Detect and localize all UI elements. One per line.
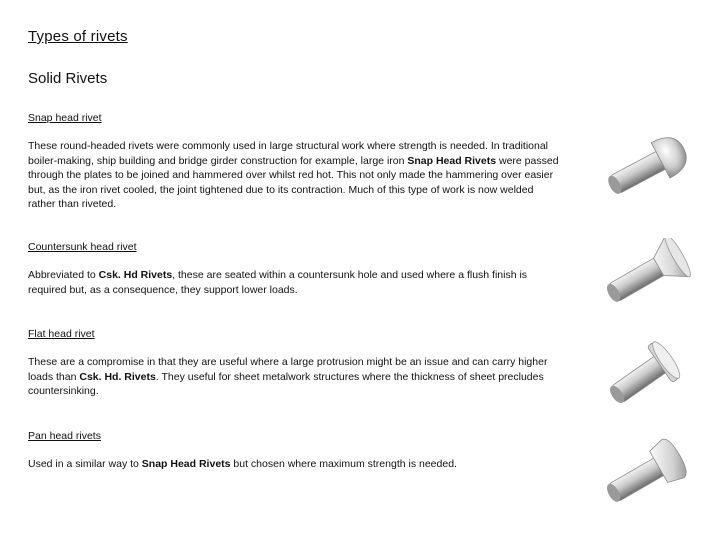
section-title: Solid Rivets — [28, 70, 108, 87]
snap-head-heading: Snap head rivet — [28, 112, 102, 124]
text-fragment: . They useful for sheet metalwork structures where the thickness of sheet precludes countersinking. — [28, 370, 544, 397]
flat-head-heading: Flat head rivet — [28, 328, 95, 340]
text-fragment: These are a compromise in that they are useful where a large protrusion might be an issue and can carry higher loads than — [28, 356, 548, 383]
flat-head-description — [28, 355, 563, 399]
pan-head-description — [28, 457, 563, 472]
text-fragment: but chosen where maximum strength is needed. — [230, 458, 457, 470]
text-fragment: These round-headed rivets were commonly used in large structural work where strength is needed. In traditional boiler-making, ship building and bridge girder construction for example, large iron — [28, 140, 549, 167]
countersunk-head-rivet-icon — [596, 238, 696, 308]
bold-term: Snap Head Rivets — [407, 154, 497, 167]
pan-head-heading: Pan head rivets — [28, 430, 101, 442]
bold-term: Csk. Hd Rivets — [98, 269, 173, 281]
flat-head-rivet-icon — [596, 338, 696, 408]
countersunk-head-heading: Countersunk head rivet — [28, 241, 137, 253]
text-fragment: Abbreviated to — [28, 269, 99, 281]
bold-term: Snap Head Rivets — [141, 458, 231, 470]
snap-head-rivet-icon — [596, 132, 696, 202]
bold-term: Csk. Hd. Rivets — [79, 370, 156, 383]
pan-head-rivet-icon — [596, 438, 696, 508]
snap-head-description — [28, 139, 563, 212]
text-fragment: Used in a similar way to — [28, 458, 142, 470]
countersunk-head-description — [28, 268, 563, 297]
text-fragment: were passed through the plates to be joined and hammered over whilst red hot. This not only made the hammering over easier but, as the iron rivet cooled, the joint tightened due to its contraction. Much of this type of work is now welded rather than riveted. — [28, 154, 559, 210]
text-fragment: , these are seated within a countersunk hole and used where a flush finish is required but, as a consequence, they support lower loads. — [28, 269, 528, 296]
page-title: Types of rivets — [28, 28, 128, 45]
